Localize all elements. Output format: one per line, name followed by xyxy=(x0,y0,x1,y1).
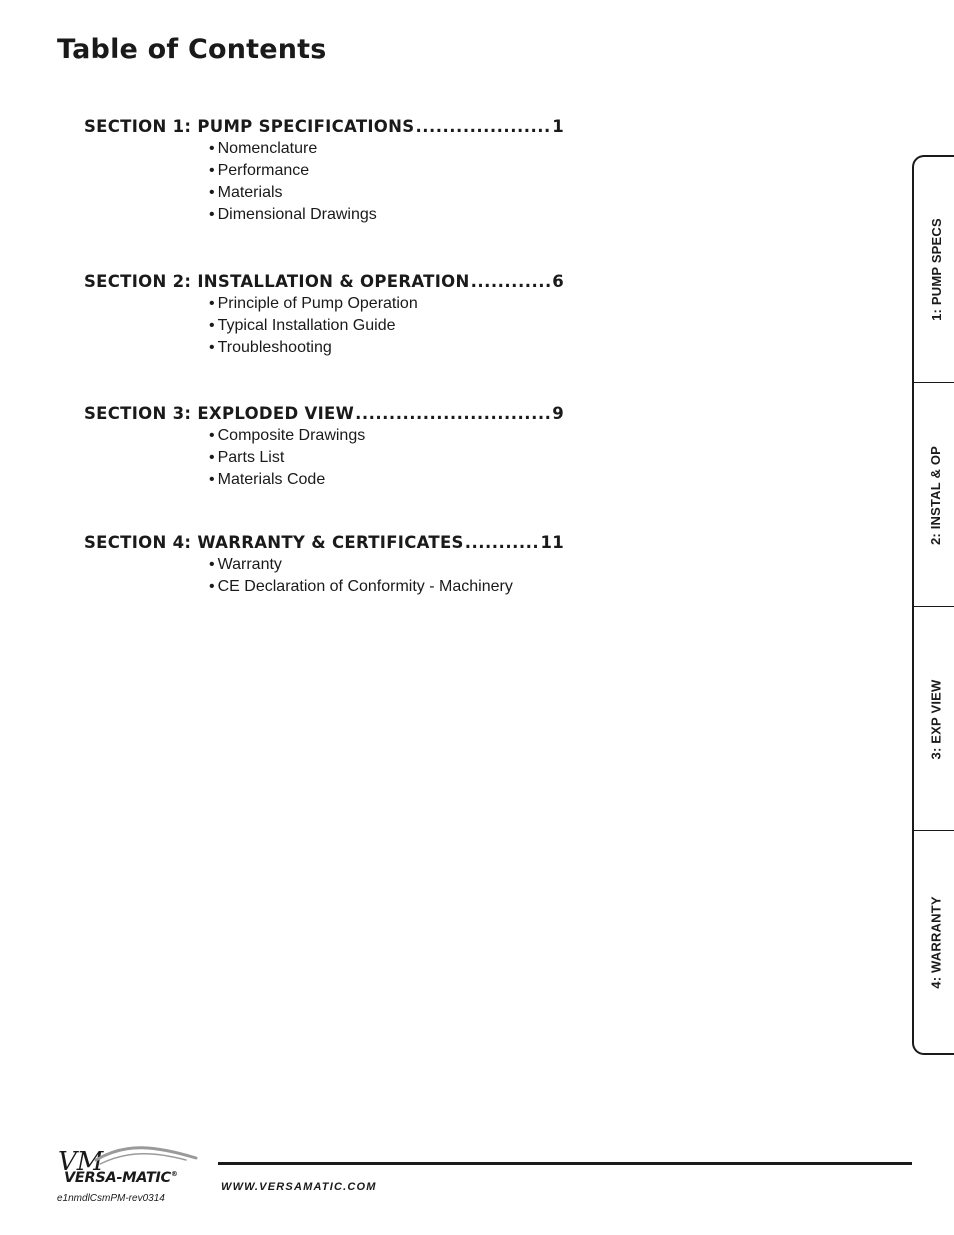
list-item[interactable]: • Materials Code xyxy=(209,471,326,488)
page-title: Table of Contents xyxy=(57,34,327,65)
section-label: SECTION 4: WARRANTY & CERTIFICATES xyxy=(84,533,464,552)
section-items xyxy=(84,138,564,226)
tab-warranty[interactable]: 4: WARRANTY xyxy=(914,830,954,1054)
section-items xyxy=(84,293,564,359)
section-items xyxy=(84,554,564,598)
section-items xyxy=(84,425,564,491)
toc-section-3[interactable] xyxy=(84,403,564,491)
section-label: SECTION 2: INSTALLATION & OPERATION xyxy=(84,272,470,291)
toc-section-2[interactable] xyxy=(84,271,564,359)
list-item[interactable]: • Warranty xyxy=(209,556,282,573)
list-item[interactable]: • Composite Drawings xyxy=(209,427,366,444)
list-item[interactable]: • Principle of Pump Operation xyxy=(209,295,418,312)
toc-section-1[interactable] xyxy=(84,116,564,226)
list-item[interactable]: • Materials xyxy=(209,184,283,201)
footer-divider xyxy=(218,1162,912,1165)
list-item[interactable]: • Parts List xyxy=(209,449,285,466)
leader-dots xyxy=(471,271,552,293)
list-item[interactable]: • CE Declaration of Conformity - Machinery xyxy=(209,578,513,595)
list-item[interactable]: • Nomenclature xyxy=(209,140,318,157)
section-page-number: 6 xyxy=(552,272,564,291)
toc-section-heading[interactable] xyxy=(84,271,564,293)
website-link[interactable]: WWW.VERSAMATIC.COM xyxy=(221,1181,377,1193)
list-item[interactable]: • Performance xyxy=(209,162,310,179)
leader-dots xyxy=(465,532,540,554)
brand-wordmark: VERSA-MATIC® xyxy=(64,1170,178,1186)
leader-dots xyxy=(415,116,551,138)
tab-instal-op[interactable]: 2: INSTAL & OP xyxy=(914,382,954,607)
list-item[interactable]: • Dimensional Drawings xyxy=(209,206,377,223)
leader-dots xyxy=(355,403,551,425)
section-tabs xyxy=(912,155,954,1055)
list-item[interactable]: • Typical Installation Guide xyxy=(209,317,396,334)
section-label: SECTION 3: EXPLODED VIEW xyxy=(84,404,355,423)
logo-monogram: VM xyxy=(58,1147,104,1177)
toc-section-heading[interactable] xyxy=(84,403,564,425)
toc-section-heading[interactable] xyxy=(84,532,564,554)
section-page-number: 11 xyxy=(540,533,564,552)
section-label: SECTION 1: PUMP SPECIFICATIONS xyxy=(84,117,415,136)
toc-section-heading[interactable] xyxy=(84,116,564,138)
section-page-number: 9 xyxy=(552,404,564,423)
toc-section-4[interactable] xyxy=(84,532,564,598)
section-page-number: 1 xyxy=(552,117,564,136)
document-code: e1nmdlCsmPM-rev0314 xyxy=(57,1193,165,1204)
list-item[interactable]: • Troubleshooting xyxy=(209,339,332,356)
tab-exp-view[interactable]: 3: EXP VIEW xyxy=(914,606,954,831)
tab-pump-specs[interactable]: 1: PUMP SPECS xyxy=(928,218,944,321)
